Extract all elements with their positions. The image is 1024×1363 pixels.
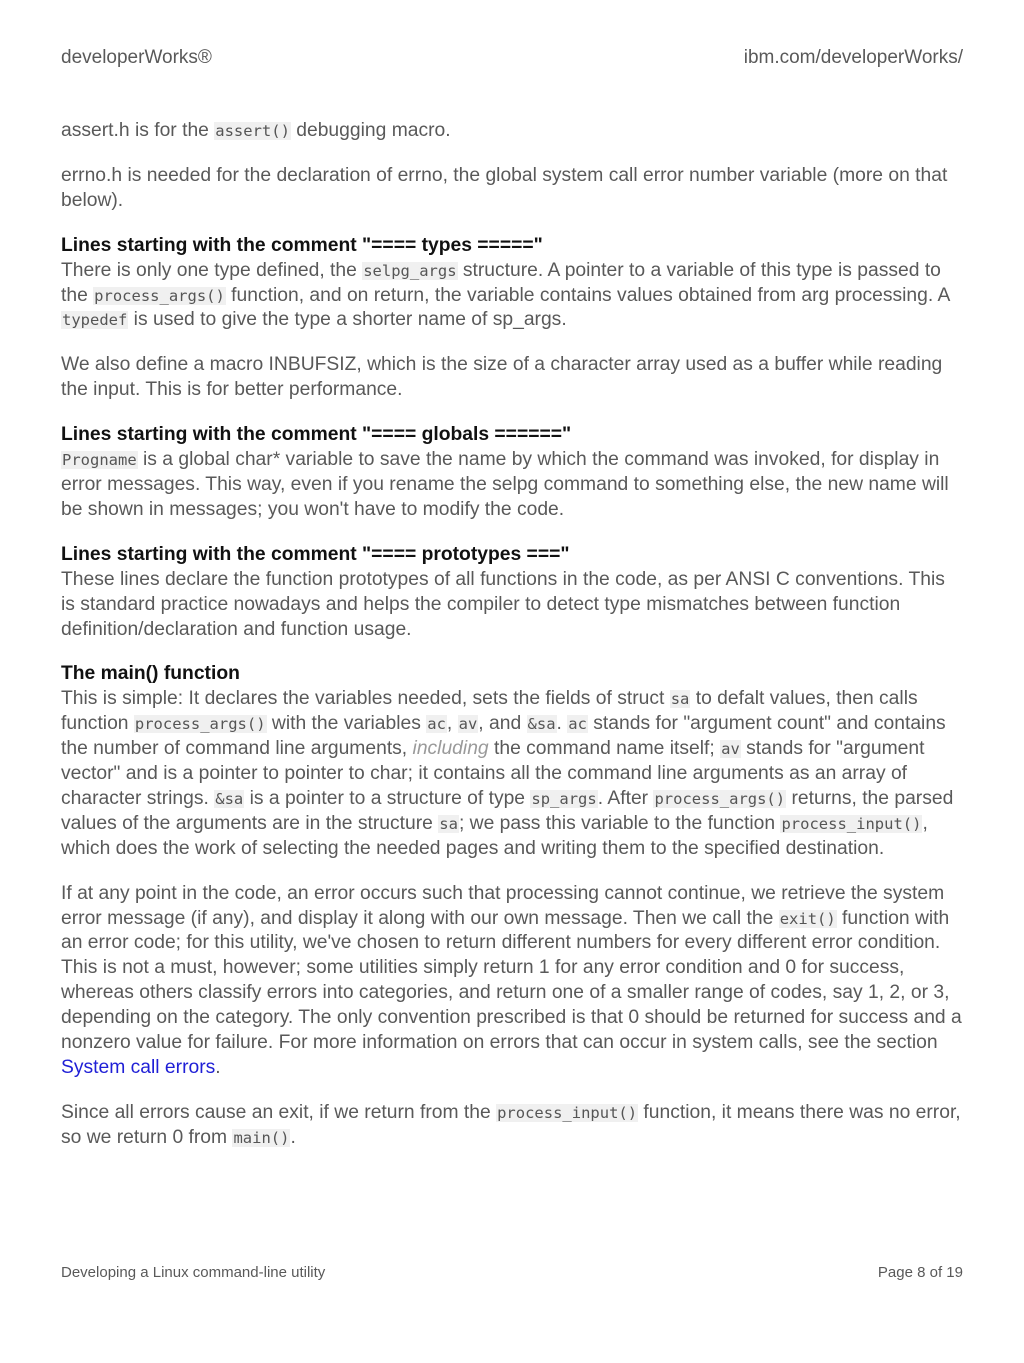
text: is used to give the type a shorter name of sp_args.: [128, 309, 567, 331]
text: , which does the work of selecting the needed pages and writing them to the specified destination.: [61, 812, 928, 859]
code-inline: sa: [439, 814, 458, 833]
text: .: [290, 1126, 296, 1148]
paragraph-exit: [61, 1101, 963, 1151]
paragraph-errors: [61, 882, 963, 1081]
section-main: [61, 662, 963, 861]
page-header: [61, 47, 963, 69]
text: These lines declare the function prototypes of all functions in the code, as per ANSI C conventions. This is standard practice nowadays and helps the compiler to detect type mismatches between function definition/declaration and function usage.: [61, 568, 945, 640]
code-main: main(): [233, 1128, 290, 1147]
text: If at any point in the code, an error occurs such that processing cannot continue, we retrieve the system error message (if any), and display it along with our own message. Then we call the: [61, 882, 945, 929]
emphasis-including: including: [412, 738, 489, 760]
text: with the variables: [266, 713, 427, 735]
code-inline: process_input(): [781, 814, 922, 833]
section-heading: Lines starting with the comment "==== prototypes ===": [61, 543, 570, 565]
text: .: [215, 1057, 221, 1078]
code-inline: process_args(): [134, 715, 266, 734]
text: .: [556, 713, 568, 735]
text: debugging macro.: [290, 120, 451, 141]
page-footer: [61, 1264, 963, 1281]
code-inline: &sa: [215, 789, 244, 808]
text: function with an error code; for this utility, we've chosen to return different numbers for every different error condition. This is not a must, however; some utilities simply return 1 for any error condition and 0 for success, whereas others classify errors into categories, and return one of a smaller range of codes, say 1, 2, or 3, depending on the category. The only convention prescribed is that 0 should be returned for success and a nonzero value for failure. For more information on errors that can occur in system calls, see the section: [61, 907, 962, 1054]
code-inline: sa: [670, 690, 690, 709]
text: ; we pass this variable to the function: [458, 812, 781, 834]
text: Since all errors cause an exit, if we return from the: [61, 1101, 497, 1123]
footer-title: Developing a Linux command-line utility: [61, 1264, 326, 1281]
section-heading: Lines starting with the comment "==== types =====": [61, 234, 543, 256]
article-body: [61, 119, 963, 1171]
text: ,: [446, 713, 458, 735]
header-brand: developerWorks®: [61, 47, 212, 68]
section-heading: The main() function: [61, 663, 240, 685]
code-inline: &sa: [527, 715, 556, 734]
code-typedef: typedef: [62, 311, 128, 330]
text: function, and on return, the variable contains values obtained from arg processing. A: [225, 284, 950, 306]
text: . After: [597, 787, 654, 809]
code-process-input: process_input(): [497, 1103, 638, 1122]
paragraph-errno: errno.h is needed for the declaration of errno, the global system call error number variable (more on that below).: [61, 164, 948, 211]
code-inline: ac: [568, 715, 587, 734]
text: function, it means there was no error, so we return 0 from: [61, 1101, 961, 1148]
text: the command name itself;: [488, 738, 721, 760]
code-selpg-args: selpg_args: [363, 261, 457, 280]
paragraph-assert: [61, 119, 963, 144]
code-inline: av: [458, 715, 478, 734]
text: is a pointer to a structure of type: [244, 787, 531, 809]
code-exit: exit(): [779, 909, 836, 928]
text: This is simple: It declares the variables needed, sets the fields of struct: [61, 688, 670, 710]
page-number: Page 8 of 19: [877, 1264, 963, 1281]
code-assert: assert(): [215, 122, 290, 140]
section-types: [61, 234, 963, 334]
text: structure. A pointer to a variable of this type is passed to the: [61, 259, 941, 306]
text: to defalt values, then calls function: [61, 688, 918, 735]
code-inline: ac: [427, 715, 446, 734]
text: returns, the parsed values of the arguments are in the structure: [61, 787, 954, 834]
section-prototypes: [61, 543, 963, 643]
code-inline: sp_args: [531, 789, 597, 808]
link-system-call-errors[interactable]: System call errors: [61, 1057, 216, 1078]
header-url: ibm.com/developerWorks/: [743, 47, 963, 68]
code-progname: Progname: [62, 451, 137, 470]
text: , and: [478, 713, 527, 735]
section-globals: [61, 423, 963, 523]
text: is a global char* variable to save the name by which the command was invoked, for display in error messages. This way, even if you rename the selpg command to something else, the new name will be shown in messages; you won't have to modify the code.: [61, 449, 949, 520]
code-process-args: process_args(): [94, 286, 225, 305]
paragraph-macro: We also define a macro INBUFSIZ, which is the size of a character array used as a buffer while reading the input. This is for better performance.: [61, 354, 943, 401]
text: stands for "argument count" and contains the number of command line arguments,: [61, 713, 946, 760]
code-inline: process_args(): [654, 789, 786, 808]
code-inline: av: [721, 740, 740, 759]
text: There is only one type defined, the: [61, 259, 363, 281]
section-heading: Lines starting with the comment "==== globals ======": [61, 424, 572, 446]
text: stands for "argument vector" and is a pointer to pointer to char; it contains all the command line arguments as an array of character strings.: [61, 738, 925, 809]
text: assert.h is for the: [61, 120, 215, 141]
